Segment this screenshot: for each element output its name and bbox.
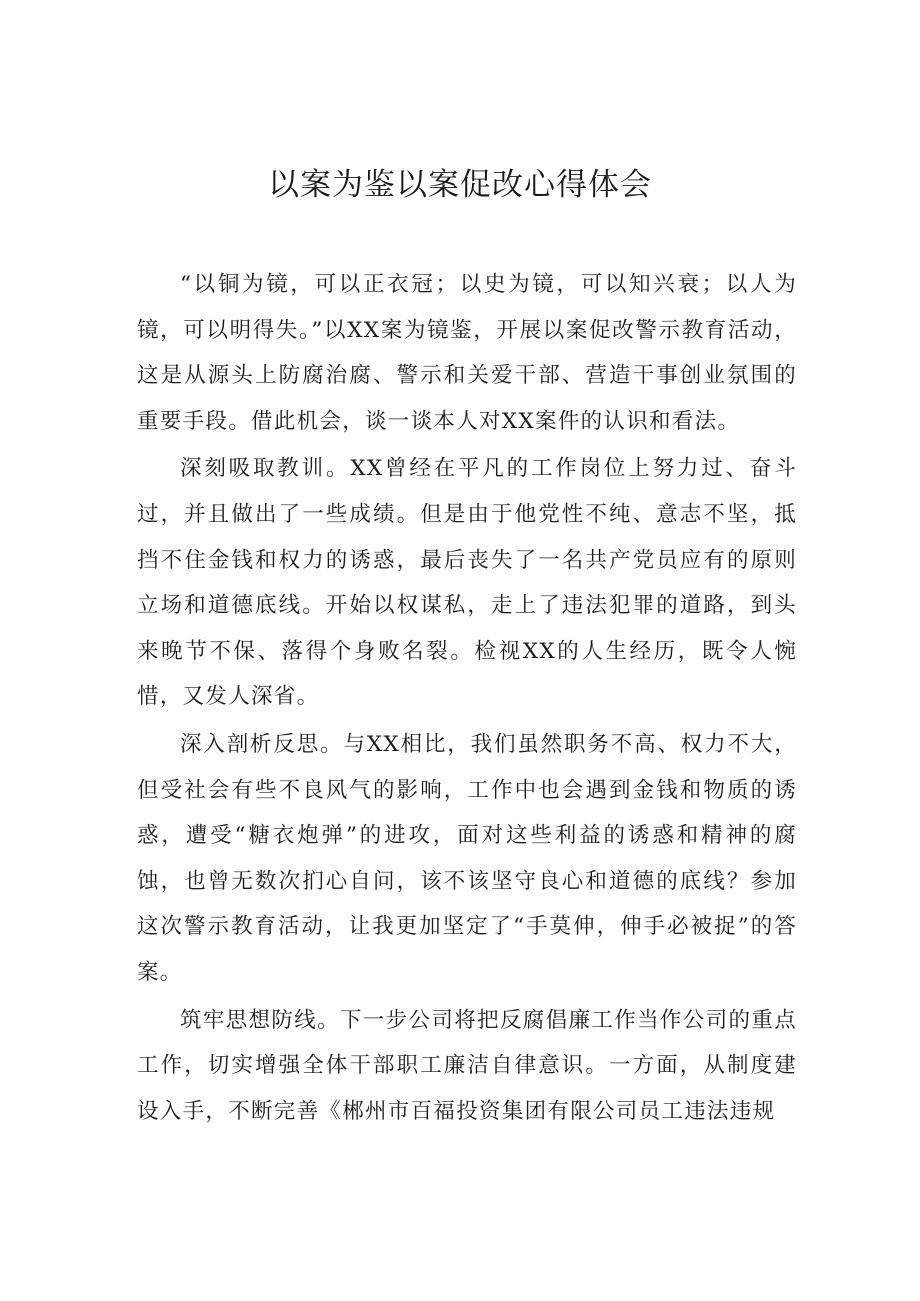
paragraph-lessons: 深刻吸取教训。XX曾经在平凡的工作岗位上努力过、奋斗过，并且做出了一些成绩。但是由于他党性不纯、意志不坚，抵挡不住金钱和权力的诱惑，最后丧失了一名共产党员应有的原则立场和道德底线。开始以权谋私，走上了违法犯罪的道路，到头来晚节不保、落得个身败名裂。检视XX的人生经历，既令人惋惜，又发人深省。: [137, 456, 797, 710]
paragraph-reflection: 深入剖析反思。与XX相比，我们虽然职务不高、权力不大，但受社会有些不良风气的影响，工作中也会遇到金钱和物质的诱惑，遭受“糖衣炮弹”的进攻，面对这些利益的诱惑和精神的腐蚀，也曾无数次扪心自问，该不该坚守良心和道德的底线？参加这次警示教育活动，让我更加坚定了“手莫伸，伸手必被捉”的答案。: [137, 731, 797, 985]
paragraph-intro: “以铜为镜，可以正衣冠；以史为镜，可以知兴衰；以人为镜，可以明得失。”以XX案为镜鉴，开展以案促改警示教育活动，这是从源头上防腐治腐、警示和关爱干部、营造干事创业氛围的重要手段。借此机会，谈一谈本人对XX案件的认识和看法。: [137, 272, 797, 434]
document-body: [137, 262, 797, 1134]
document-title: 以案为鉴以案促改心得体会: [268, 167, 652, 203]
paragraph-defense: 筑牢思想防线。下一步公司将把反腐倡廉工作当作公司的重点工作，切实增强全体干部职工廉洁自律意识。一方面，从制度建设入手，不断完善《郴州市百福投资集团有限公司员工违法违规: [137, 1007, 797, 1124]
